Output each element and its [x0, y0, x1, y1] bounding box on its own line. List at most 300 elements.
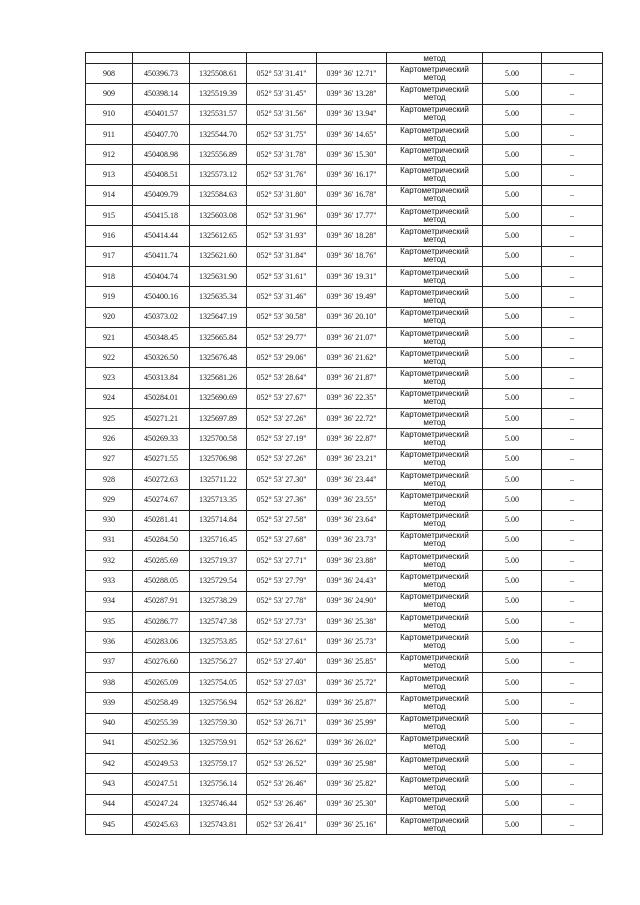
cell-method	[387, 409, 483, 429]
cell-number: 938	[86, 672, 133, 692]
cell-number: 924	[86, 388, 133, 408]
cell-x: 450247.24	[133, 794, 190, 814]
cell-y: 1325603.08	[190, 206, 247, 226]
cell-number: 936	[86, 632, 133, 652]
method-line-1: Картометрический	[400, 227, 469, 237]
cell-y: 1325738.29	[190, 591, 247, 611]
cell-number: 912	[86, 145, 133, 165]
cell-latitude: 052° 53' 31.84"	[247, 246, 317, 266]
table-row	[86, 591, 603, 611]
cell-latitude: 052° 53' 26.62"	[247, 733, 317, 753]
method-line-2: метод	[423, 417, 446, 427]
cell-method	[387, 64, 483, 84]
method-line-2: метод	[423, 316, 446, 326]
cell-number: 932	[86, 551, 133, 571]
cell-method	[387, 693, 483, 713]
cell-latitude: 052° 53' 26.71"	[247, 713, 317, 733]
cell-note: –	[542, 774, 603, 794]
cell-accuracy: 5.00	[483, 672, 542, 692]
method-line-2: метод	[423, 783, 446, 793]
cell-number: 935	[86, 612, 133, 632]
cell-accuracy: 5.00	[483, 206, 542, 226]
cell-y	[190, 53, 247, 64]
cell-longitude: 039° 36' 21.62"	[317, 348, 387, 368]
table-row	[86, 652, 603, 672]
cell-longitude: 039° 36' 25.82"	[317, 774, 387, 794]
cell-accuracy: 5.00	[483, 612, 542, 632]
cell-note: –	[542, 490, 603, 510]
cell-method	[387, 490, 483, 510]
cell-note: –	[542, 104, 603, 124]
method-line-1: Картометрический	[400, 145, 469, 155]
cell-number: 927	[86, 449, 133, 469]
cell-number: 923	[86, 368, 133, 388]
method-line-1: Картометрический	[400, 64, 469, 74]
cell-note: –	[542, 591, 603, 611]
cell-number: 916	[86, 226, 133, 246]
cell-x: 450414.44	[133, 226, 190, 246]
method-line-2: метод	[423, 803, 446, 813]
cell-x	[133, 53, 190, 64]
method-line-2: метод	[423, 620, 446, 630]
cell-latitude: 052° 53' 27.67"	[247, 388, 317, 408]
cell-x: 450404.74	[133, 266, 190, 286]
method-line-1: Картометрический	[400, 632, 469, 642]
cell-note: –	[542, 612, 603, 632]
cell-latitude: 052° 53' 27.71"	[247, 551, 317, 571]
cell-number: 928	[86, 469, 133, 489]
cell-method	[387, 287, 483, 307]
cell-y: 1325713.35	[190, 490, 247, 510]
cell-latitude: 052° 53' 27.26"	[247, 409, 317, 429]
cell-note: –	[542, 693, 603, 713]
table-row	[86, 145, 603, 165]
cell-x: 450313.84	[133, 368, 190, 388]
table-row	[86, 754, 603, 774]
cell-number: 941	[86, 733, 133, 753]
cell-latitude: 052° 53' 26.82"	[247, 693, 317, 713]
cell-y: 1325756.94	[190, 693, 247, 713]
cell-accuracy: 5.00	[483, 510, 542, 530]
method-line-2: метод	[423, 255, 446, 265]
cell-method	[387, 449, 483, 469]
table-row	[86, 632, 603, 652]
cell-number: 910	[86, 104, 133, 124]
cell-method	[387, 814, 483, 834]
method-line-1: Картометрический	[400, 734, 469, 744]
method-line-2: метод	[423, 681, 446, 691]
cell-method	[387, 733, 483, 753]
cell-y: 1325729.54	[190, 571, 247, 591]
method-line-2: метод	[423, 580, 446, 590]
method-line-1: Картометрический	[400, 714, 469, 724]
cell-y: 1325531.57	[190, 104, 247, 124]
method-line-2: метод	[423, 92, 446, 102]
method-line-2: метод	[423, 72, 446, 82]
cell-longitude: 039° 36' 24.43"	[317, 571, 387, 591]
cell-longitude: 039° 36' 23.88"	[317, 551, 387, 571]
cell-x: 450272.63	[133, 469, 190, 489]
cell-note: –	[542, 266, 603, 286]
method-line-1: Картометрический	[400, 125, 469, 135]
cell-longitude: 039° 36' 22.72"	[317, 409, 387, 429]
cell-latitude: 052° 53' 27.78"	[247, 591, 317, 611]
method-line-2: метод	[423, 174, 446, 184]
cell-longitude: 039° 36' 22.35"	[317, 388, 387, 408]
cell-latitude: 052° 53' 31.76"	[247, 165, 317, 185]
method-line-1: Картометрический	[400, 490, 469, 500]
cell-longitude: 039° 36' 25.99"	[317, 713, 387, 733]
cell-latitude: 052° 53' 29.06"	[247, 348, 317, 368]
method-line-1: Картометрический	[400, 653, 469, 663]
cell-x: 450411.74	[133, 246, 190, 266]
cell-accuracy: 5.00	[483, 632, 542, 652]
cell-latitude: 052° 53' 31.80"	[247, 185, 317, 205]
cell-number: 918	[86, 266, 133, 286]
method-line-1: Картометрический	[400, 531, 469, 541]
cell-x: 450252.36	[133, 733, 190, 753]
table-row	[86, 104, 603, 124]
cell-method	[387, 469, 483, 489]
method-line-1: Картометрический	[400, 186, 469, 196]
cell-number: 925	[86, 409, 133, 429]
cell-accuracy: 5.00	[483, 794, 542, 814]
cell-x: 450255.39	[133, 713, 190, 733]
table-row	[86, 571, 603, 591]
cell-note: –	[542, 206, 603, 226]
method-line-2: метод	[423, 478, 446, 488]
table-row	[86, 469, 603, 489]
cell-x: 450401.57	[133, 104, 190, 124]
cell-x: 450415.18	[133, 206, 190, 226]
method-line-2: метод	[423, 498, 446, 508]
cell-y: 1325631.90	[190, 266, 247, 286]
method-line-2: метод	[423, 823, 446, 833]
cell-x: 450245.63	[133, 814, 190, 834]
cell-accuracy: 5.00	[483, 246, 542, 266]
method-line-1: Картометрический	[400, 84, 469, 94]
cell-note: –	[542, 185, 603, 205]
cell-accuracy: 5.00	[483, 124, 542, 144]
cell-latitude: 052° 53' 27.68"	[247, 530, 317, 550]
cell-y: 1325676.48	[190, 348, 247, 368]
cell-accuracy: 5.00	[483, 368, 542, 388]
cell-note: –	[542, 652, 603, 672]
cell-number: 939	[86, 693, 133, 713]
cell-accuracy: 5.00	[483, 307, 542, 327]
cell-y: 1325690.69	[190, 388, 247, 408]
cell-method	[387, 612, 483, 632]
cell-longitude: 039° 36' 19.49"	[317, 287, 387, 307]
cell-y: 1325753.85	[190, 632, 247, 652]
cell-latitude: 052° 53' 31.45"	[247, 84, 317, 104]
cell-note: –	[542, 124, 603, 144]
cell-accuracy: 5.00	[483, 469, 542, 489]
cell-y: 1325681.26	[190, 368, 247, 388]
cell-method	[387, 429, 483, 449]
cell-latitude: 052° 53' 31.96"	[247, 206, 317, 226]
table-row	[86, 409, 603, 429]
cell-number: 922	[86, 348, 133, 368]
cell-x: 450271.55	[133, 449, 190, 469]
cell-latitude: 052° 53' 31.46"	[247, 287, 317, 307]
cell-method	[387, 571, 483, 591]
cell-note: –	[542, 754, 603, 774]
cell-x: 450269.33	[133, 429, 190, 449]
cell-accuracy: 5.00	[483, 145, 542, 165]
table-row	[86, 266, 603, 286]
cell-number: 926	[86, 429, 133, 449]
method-line-1: Картометрический	[400, 105, 469, 115]
cell-longitude: 039° 36' 13.94"	[317, 104, 387, 124]
cell-x: 450247.51	[133, 774, 190, 794]
cell-method: метод	[387, 53, 483, 64]
cell-accuracy: 5.00	[483, 490, 542, 510]
cell-accuracy: 5.00	[483, 571, 542, 591]
cell-latitude: 052° 53' 27.03"	[247, 672, 317, 692]
cell-accuracy: 5.00	[483, 733, 542, 753]
cell-number: 919	[86, 287, 133, 307]
method-line-1: Картометрический	[400, 166, 469, 176]
cell-y: 1325700.58	[190, 429, 247, 449]
cell-note: –	[542, 226, 603, 246]
table-row	[86, 124, 603, 144]
method-line-2: метод	[423, 519, 446, 529]
cell-method	[387, 327, 483, 347]
cell-y: 1325508.61	[190, 64, 247, 84]
cell-note	[542, 53, 603, 64]
cell-note: –	[542, 145, 603, 165]
cell-note: –	[542, 632, 603, 652]
method-line-1: Картометрический	[400, 470, 469, 480]
cell-latitude: 052° 53' 27.40"	[247, 652, 317, 672]
cell-x: 450288.05	[133, 571, 190, 591]
cell-y: 1325697.89	[190, 409, 247, 429]
cell-note: –	[542, 429, 603, 449]
cell-note: –	[542, 165, 603, 185]
table-row	[86, 185, 603, 205]
cell-accuracy: 5.00	[483, 774, 542, 794]
cell-note: –	[542, 368, 603, 388]
cell-note: –	[542, 713, 603, 733]
cell-method	[387, 307, 483, 327]
cell-longitude	[317, 53, 387, 64]
cell-y: 1325706.98	[190, 449, 247, 469]
cell-longitude: 039° 36' 25.72"	[317, 672, 387, 692]
cell-method	[387, 104, 483, 124]
cell-latitude: 052° 53' 31.93"	[247, 226, 317, 246]
cell-accuracy: 5.00	[483, 64, 542, 84]
cell-longitude: 039° 36' 26.02"	[317, 733, 387, 753]
cell-note: –	[542, 449, 603, 469]
cell-method	[387, 226, 483, 246]
cell-longitude: 039° 36' 13.28"	[317, 84, 387, 104]
cell-y: 1325612.65	[190, 226, 247, 246]
cell-longitude: 039° 36' 16.17"	[317, 165, 387, 185]
cell-latitude: 052° 53' 29.77"	[247, 327, 317, 347]
cell-x: 450286.77	[133, 612, 190, 632]
cell-number: 942	[86, 754, 133, 774]
method-line-1: Картометрический	[400, 450, 469, 460]
cell-number: 921	[86, 327, 133, 347]
cell-number: 914	[86, 185, 133, 205]
cell-accuracy: 5.00	[483, 266, 542, 286]
cell-longitude: 039° 36' 12.71"	[317, 64, 387, 84]
cell-x: 450281.41	[133, 510, 190, 530]
cell-latitude: 052° 53' 31.61"	[247, 266, 317, 286]
table-row	[86, 388, 603, 408]
table-row	[86, 530, 603, 550]
method-line-1: Картометрический	[400, 369, 469, 379]
cell-y: 1325756.27	[190, 652, 247, 672]
cell-method	[387, 145, 483, 165]
table-row	[86, 348, 603, 368]
cell-accuracy: 5.00	[483, 530, 542, 550]
cell-y: 1325743.81	[190, 814, 247, 834]
cell-accuracy: 5.00	[483, 693, 542, 713]
cell-note: –	[542, 733, 603, 753]
cell-note: –	[542, 571, 603, 591]
cell-accuracy: 5.00	[483, 713, 542, 733]
table-row	[86, 713, 603, 733]
method-line-1: Картометрический	[400, 612, 469, 622]
method-line-1: Картометрический	[400, 328, 469, 338]
cell-longitude: 039° 36' 23.21"	[317, 449, 387, 469]
cell-longitude: 039° 36' 25.85"	[317, 652, 387, 672]
method-line-2: метод	[423, 722, 446, 732]
method-line-2: метод	[423, 762, 446, 772]
cell-latitude: 052° 53' 27.73"	[247, 612, 317, 632]
cell-method	[387, 348, 483, 368]
table-row	[86, 814, 603, 834]
cell-note: –	[542, 510, 603, 530]
cell-method	[387, 774, 483, 794]
cell-number: 929	[86, 490, 133, 510]
cell-y: 1325759.30	[190, 713, 247, 733]
cell-number: 911	[86, 124, 133, 144]
cell-method	[387, 368, 483, 388]
table-row	[86, 429, 603, 449]
cell-latitude: 052° 53' 27.58"	[247, 510, 317, 530]
table-row	[86, 794, 603, 814]
cell-accuracy: 5.00	[483, 226, 542, 246]
method-line-2: метод	[423, 458, 446, 468]
table-row	[86, 64, 603, 84]
table-row	[86, 774, 603, 794]
method-line-1: Картометрический	[400, 795, 469, 805]
cell-latitude: 052° 53' 27.26"	[247, 449, 317, 469]
cell-x: 450398.14	[133, 84, 190, 104]
cell-x: 450284.01	[133, 388, 190, 408]
cell-x: 450285.69	[133, 551, 190, 571]
cell-x: 450373.02	[133, 307, 190, 327]
cell-method	[387, 713, 483, 733]
cell-accuracy: 5.00	[483, 84, 542, 104]
cell-note: –	[542, 64, 603, 84]
method-line-2: метод	[423, 113, 446, 123]
cell-latitude: 052° 53' 27.79"	[247, 571, 317, 591]
cell-number: 930	[86, 510, 133, 530]
cell-y: 1325754.05	[190, 672, 247, 692]
cell-method	[387, 266, 483, 286]
cell-method	[387, 185, 483, 205]
cell-method	[387, 530, 483, 550]
method-line-1: Картометрический	[400, 409, 469, 419]
cell-accuracy: 5.00	[483, 591, 542, 611]
cell-accuracy: 5.00	[483, 409, 542, 429]
cell-longitude: 039° 36' 25.30"	[317, 794, 387, 814]
cell-latitude: 052° 53' 26.41"	[247, 814, 317, 834]
cell-note: –	[542, 307, 603, 327]
method-line-2: метод	[423, 295, 446, 305]
cell-method	[387, 591, 483, 611]
cell-y: 1325756.14	[190, 774, 247, 794]
cell-method	[387, 206, 483, 226]
cell-longitude: 039° 36' 18.28"	[317, 226, 387, 246]
cell-x: 450283.06	[133, 632, 190, 652]
cell-y: 1325759.91	[190, 733, 247, 753]
cell-y: 1325716.45	[190, 530, 247, 550]
cell-latitude: 052° 53' 31.56"	[247, 104, 317, 124]
cell-longitude: 039° 36' 14.65"	[317, 124, 387, 144]
method-line-1: Картометрический	[400, 429, 469, 439]
cell-x: 450249.53	[133, 754, 190, 774]
cell-accuracy: 5.00	[483, 185, 542, 205]
cell-note: –	[542, 409, 603, 429]
table-row	[86, 672, 603, 692]
cell-accuracy: 5.00	[483, 814, 542, 834]
cell-accuracy: 5.00	[483, 551, 542, 571]
method-line-2: метод	[423, 661, 446, 671]
cell-x: 450284.50	[133, 530, 190, 550]
table-row	[86, 490, 603, 510]
method-line-2: метод	[423, 214, 446, 224]
cell-number: 945	[86, 814, 133, 834]
cell-accuracy: 5.00	[483, 287, 542, 307]
cell-longitude: 039° 36' 25.16"	[317, 814, 387, 834]
method-line-1: Картометрический	[400, 348, 469, 358]
cell-method	[387, 652, 483, 672]
method-line-2: метод	[423, 133, 446, 143]
cell-y: 1325519.39	[190, 84, 247, 104]
cell-latitude: 052° 53' 27.36"	[247, 490, 317, 510]
cell-x: 450348.45	[133, 327, 190, 347]
cell-method	[387, 551, 483, 571]
cell-y: 1325665.84	[190, 327, 247, 347]
method-line-1: Картометрический	[400, 592, 469, 602]
cell-y: 1325714.84	[190, 510, 247, 530]
cell-method	[387, 246, 483, 266]
cell-accuracy: 5.00	[483, 104, 542, 124]
cell-note: –	[542, 794, 603, 814]
cell-number: 943	[86, 774, 133, 794]
cell-latitude: 052° 53' 31.75"	[247, 124, 317, 144]
method-line-1: Картометрический	[400, 389, 469, 399]
cell-accuracy: 5.00	[483, 652, 542, 672]
cell-method	[387, 632, 483, 652]
cell-number: 937	[86, 652, 133, 672]
cell-note: –	[542, 814, 603, 834]
cell-accuracy: 5.00	[483, 449, 542, 469]
cell-note: –	[542, 388, 603, 408]
method-line-1: Картометрический	[400, 693, 469, 703]
cell-latitude	[247, 53, 317, 64]
table-row	[86, 327, 603, 347]
cell-longitude: 039° 36' 17.77"	[317, 206, 387, 226]
method-line-2: метод	[423, 275, 446, 285]
method-line-2: метод	[423, 235, 446, 245]
cell-latitude: 052° 53' 26.52"	[247, 754, 317, 774]
